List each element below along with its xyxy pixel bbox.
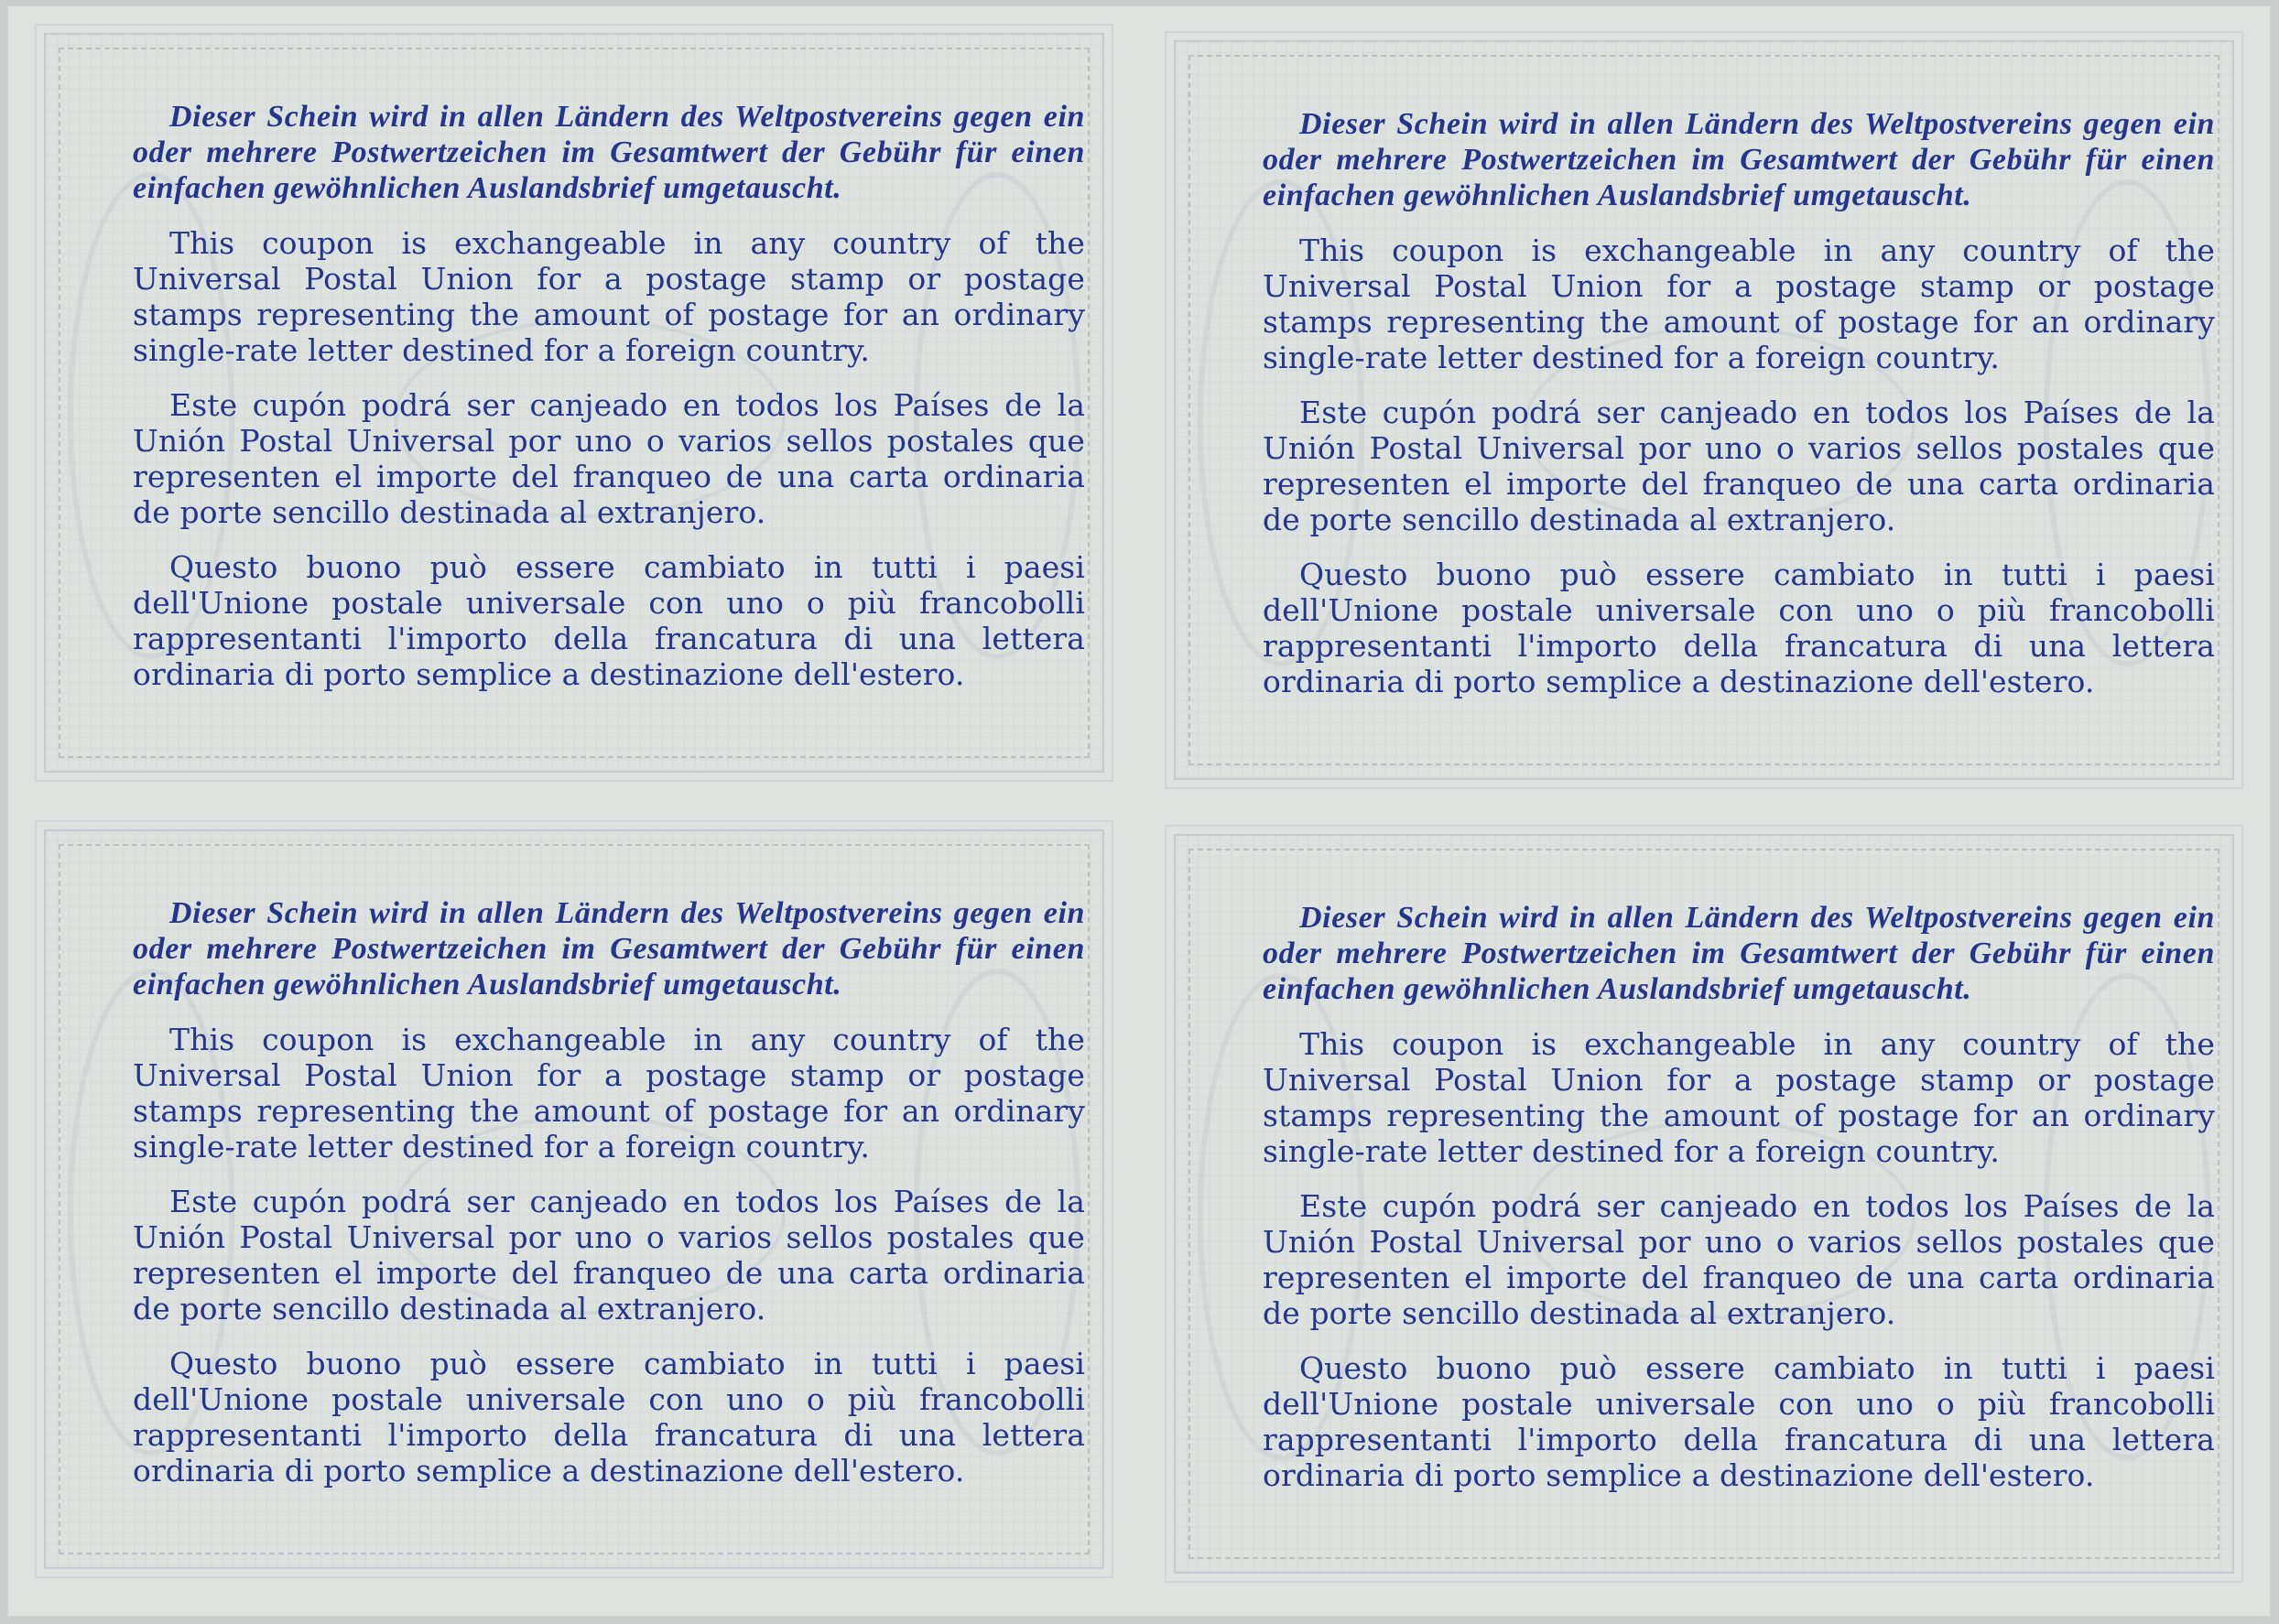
coupon-text <box>133 99 1085 711</box>
spanish-paragraph: Este cupón podrá ser canjeado en todos los Países de la Unión Postal Universal por uno o varios sellos postales que representen el importe del franqueo de una carta ordinaria de porte sencillo destinada al extranjero. <box>1263 1188 2215 1331</box>
reply-coupon-bottom-left <box>44 829 1104 1569</box>
reply-coupon-top-left <box>44 33 1104 773</box>
german-paragraph: Dieser Schein wird in allen Ländern des Weltpostvereins gegen ein oder mehrere Postwertzeichen im Gesamtwert der Gebühr für einen einfachen gewöhnlichen Auslandsbrief umgetauscht. <box>133 100 1085 205</box>
reply-coupon-bottom-right <box>1174 834 2234 1574</box>
coupon-text <box>133 895 1085 1508</box>
english-paragraph: This coupon is exchangeable in any country of the Universal Postal Union for a postage stamp or postage stamps representing the amount of postage for an ordinary single-rate letter destined for a foreign country. <box>133 225 1085 368</box>
english-paragraph: This coupon is exchangeable in any country of the Universal Postal Union for a postage stamp or postage stamps representing the amount of postage for an ordinary single-rate letter destined for a foreign country. <box>133 1022 1085 1164</box>
reply-coupon-top-right <box>1174 40 2234 780</box>
spanish-paragraph: Este cupón podrá ser canjeado en todos los Países de la Unión Postal Universal por uno o varios sellos postales que representen el importe del franqueo de una carta ordinaria de porte sencillo destinada al extranjero. <box>133 387 1085 530</box>
german-paragraph: Dieser Schein wird in allen Ländern des Weltpostvereins gegen ein oder mehrere Postwertzeichen im Gesamtwert der Gebühr für einen einfachen gewöhnlichen Auslandsbrief umgetauscht. <box>1263 107 2215 212</box>
coupon-text <box>1263 900 2215 1512</box>
english-paragraph: This coupon is exchangeable in any country of the Universal Postal Union for a postage stamp or postage stamps representing the amount of postage for an ordinary single-rate letter destined for a foreign country. <box>1263 1026 2215 1169</box>
italian-paragraph: Questo buono può essere cambiato in tutti i paesi dell'Unione postale universale con uno o più francobolli rappresentanti l'importo della francatura di una lettera ordinaria di porto semplice a destinazione dell'estero. <box>133 1346 1085 1489</box>
spanish-paragraph: Este cupón podrá ser canjeado en todos los Países de la Unión Postal Universal por uno o varios sellos postales que representen el importe del franqueo de una carta ordinaria de porte sencillo destinada al extranjero. <box>1263 395 2215 537</box>
italian-paragraph: Questo buono può essere cambiato in tutti i paesi dell'Unione postale universale con uno o più francobolli rappresentanti l'importo della francatura di una lettera ordinaria di porto semplice a destinazione dell'estero. <box>133 549 1085 692</box>
english-paragraph: This coupon is exchangeable in any country of the Universal Postal Union for a postage stamp or postage stamps representing the amount of postage for an ordinary single-rate letter destined for a foreign country. <box>1263 233 2215 375</box>
italian-paragraph: Questo buono può essere cambiato in tutti i paesi dell'Unione postale universale con uno o più francobolli rappresentanti l'importo della francatura di una lettera ordinaria di porto semplice a destinazione dell'estero. <box>1263 1350 2215 1493</box>
coupon-sheet <box>7 5 2271 1617</box>
coupon-text <box>1263 106 2215 719</box>
spanish-paragraph: Este cupón podrá ser canjeado en todos los Países de la Unión Postal Universal por uno o varios sellos postales que representen el importe del franqueo de una carta ordinaria de porte sencillo destinada al extranjero. <box>133 1184 1085 1326</box>
german-paragraph: Dieser Schein wird in allen Ländern des Weltpostvereins gegen ein oder mehrere Postwertzeichen im Gesamtwert der Gebühr für einen einfachen gewöhnlichen Auslandsbrief umgetauscht. <box>1263 901 2215 1006</box>
german-paragraph: Dieser Schein wird in allen Ländern des Weltpostvereins gegen ein oder mehrere Postwertzeichen im Gesamtwert der Gebühr für einen einfachen gewöhnlichen Auslandsbrief umgetauscht. <box>133 896 1085 1001</box>
italian-paragraph: Questo buono può essere cambiato in tutti i paesi dell'Unione postale universale con uno o più francobolli rappresentanti l'importo della francatura di una lettera ordinaria di porto semplice a destinazione dell'estero. <box>1263 557 2215 699</box>
